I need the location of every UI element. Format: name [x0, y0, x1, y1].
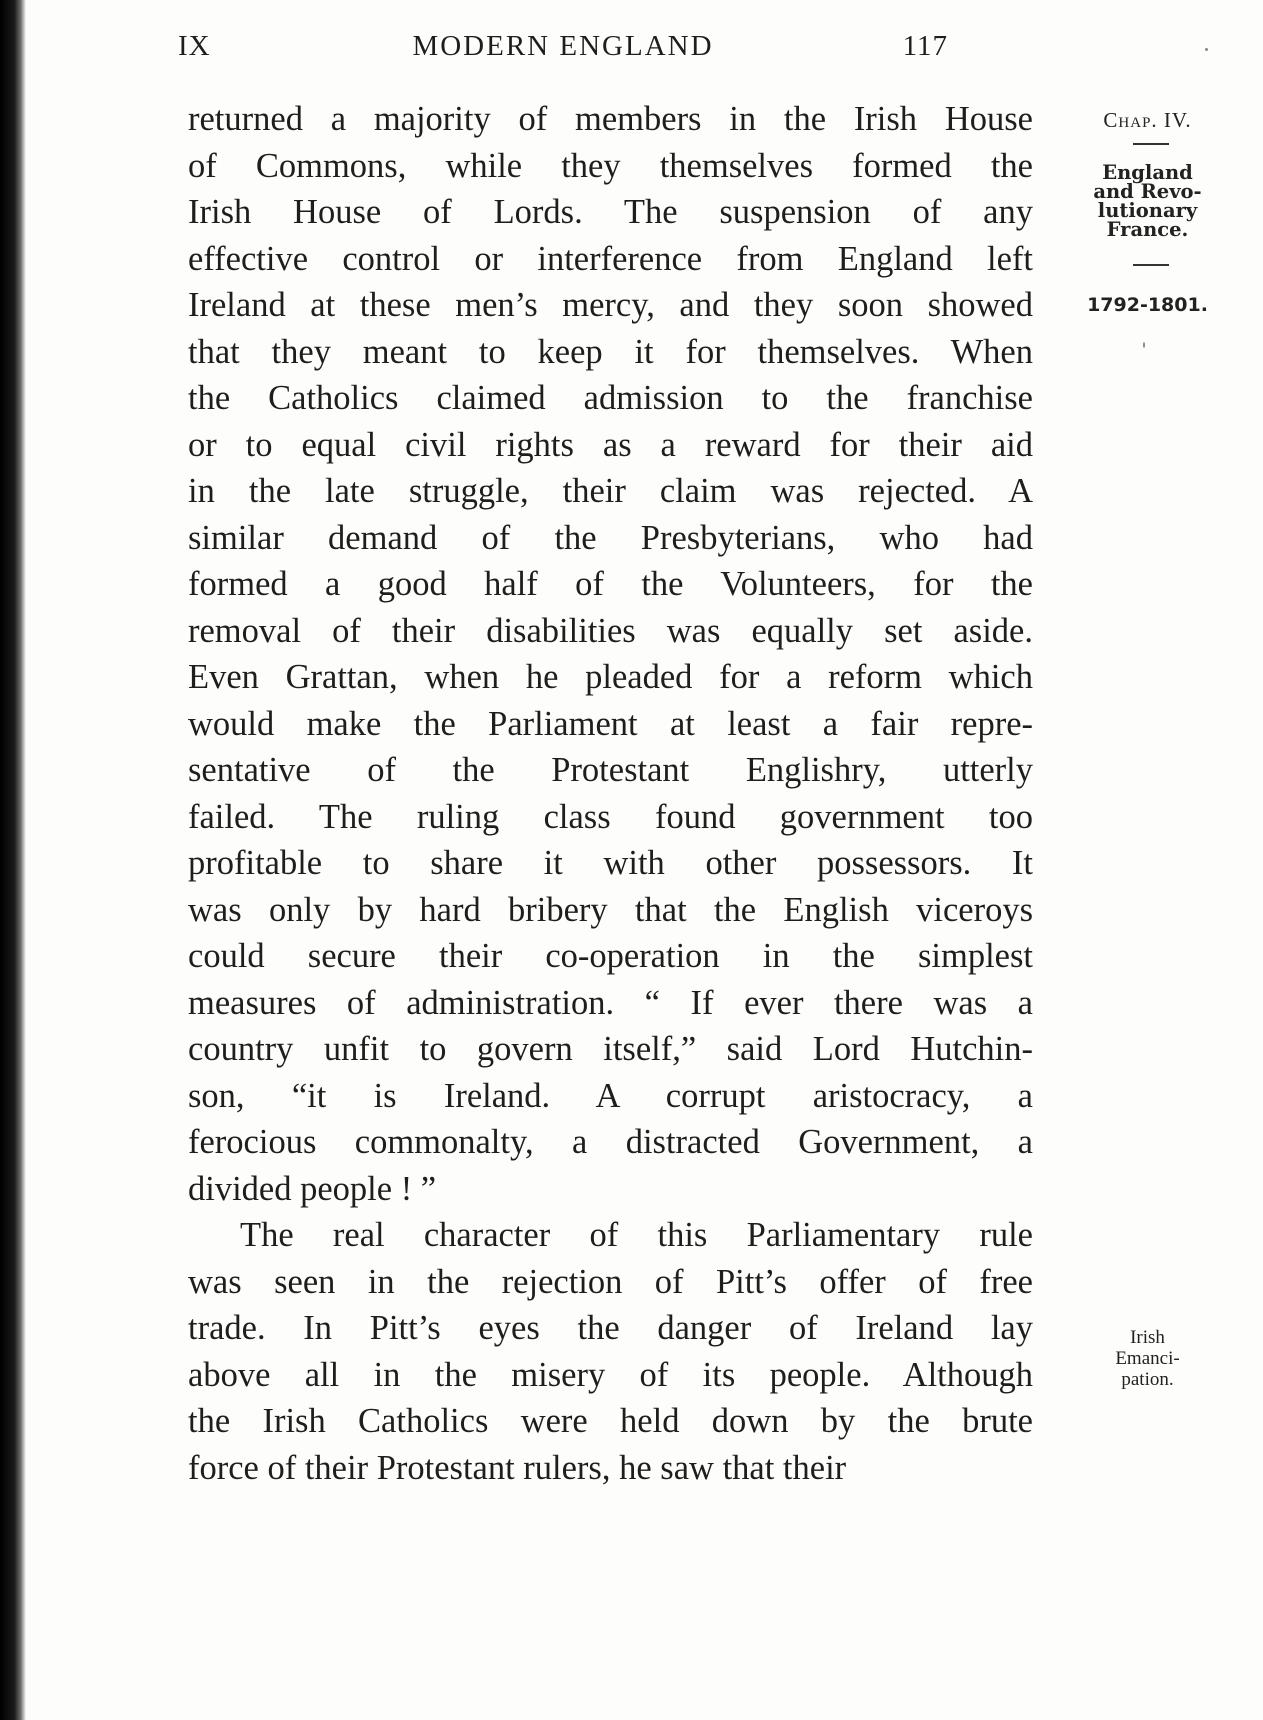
margin-irish-line: pation. [1121, 1369, 1174, 1390]
text-line: returned a majority of members in the Irish House [188, 100, 1033, 138]
header-chapter-numeral: IX [178, 30, 211, 62]
paper-speck [1143, 342, 1145, 348]
text-line: could secure their co-operation in the simplest [188, 937, 1033, 975]
margin-irish-line: Irish [1130, 1327, 1165, 1348]
text-line: The real character of this Parliamentary rule [240, 1216, 1033, 1254]
text-line: the Catholics claimed admission to the franchise [188, 379, 1033, 417]
text-line: son, “it is Ireland. A corrupt aristocracy, a [188, 1076, 1033, 1115]
text-line: failed. The ruling class found government too [188, 797, 1033, 836]
margin-subject-note [1050, 163, 1245, 239]
text-line: trade. In Pitt’s eyes the danger of Ireland lay [188, 1309, 1033, 1347]
margin-subject-line: and Revo- [1093, 180, 1202, 203]
margin-subject-line: England [1102, 161, 1193, 184]
text-line: country unfit to govern itself,” said Lord Hutchin- [188, 1030, 1033, 1068]
text-line: ferocious commonalty, a distracted Government, a [188, 1123, 1033, 1161]
book-spine-shadow [0, 0, 26, 1720]
text-line: removal of their disabilities was equally set aside. [188, 611, 1033, 650]
text-line: effective control or interference from England left [188, 239, 1033, 278]
body-text [188, 96, 1033, 1491]
text-line: sentative of the Protestant Englishry, utterly [188, 751, 1033, 789]
margin-subject-line: France. [1106, 218, 1189, 241]
paper-speck [1205, 48, 1208, 51]
margin-years: 1792-1801. [1087, 294, 1208, 316]
margin-chapter-label: Chap. IV. [1103, 108, 1192, 132]
text-line: above all in the misery of its people. Although [188, 1355, 1033, 1394]
text-line: Irish House of Lords. The suspension of any [188, 193, 1033, 231]
header-page-number: 117 [902, 30, 948, 62]
text-line: or to equal civil rights as a reward for their aid [188, 425, 1033, 464]
margin-subject-line: lutionary [1097, 199, 1198, 222]
text-line: divided people ! ” [188, 1169, 437, 1208]
text-line: measures of administration. “ If ever there was a [188, 983, 1033, 1022]
text-line: was only by hard bribery that the English viceroys [188, 890, 1033, 929]
text-line: of Commons, while they themselves formed the [188, 146, 1033, 185]
text-line: Ireland at these men’s mercy, and they soon showed [188, 286, 1033, 324]
text-line: profitable to share it with other possessors. It [188, 844, 1033, 882]
margin-rule [1133, 143, 1169, 145]
header-running-title: MODERN ENGLAND [412, 30, 714, 62]
text-line: force of their Protestant rulers, he saw that their [188, 1448, 847, 1487]
text-line: would make the Parliament at least a fair repre- [188, 704, 1033, 743]
margin-irish-emancipation-note [1050, 1327, 1245, 1390]
text-line: that they meant to keep it for themselves. When [188, 332, 1033, 371]
text-line: similar demand of the Presbyterians, who had [188, 518, 1033, 557]
running-header [178, 30, 948, 70]
text-line: was seen in the rejection of Pitt’s offer of free [188, 1262, 1033, 1301]
text-line: in the late struggle, their claim was rejected. A [188, 472, 1033, 510]
text-line: formed a good half of the Volunteers, for the [188, 565, 1033, 603]
text-line: Even Grattan, when he pleaded for a reform which [188, 658, 1033, 696]
margin-rule [1133, 264, 1169, 266]
text-line: the Irish Catholics were held down by the brute [188, 1402, 1033, 1440]
margin-irish-line: Emanci- [1115, 1348, 1180, 1369]
